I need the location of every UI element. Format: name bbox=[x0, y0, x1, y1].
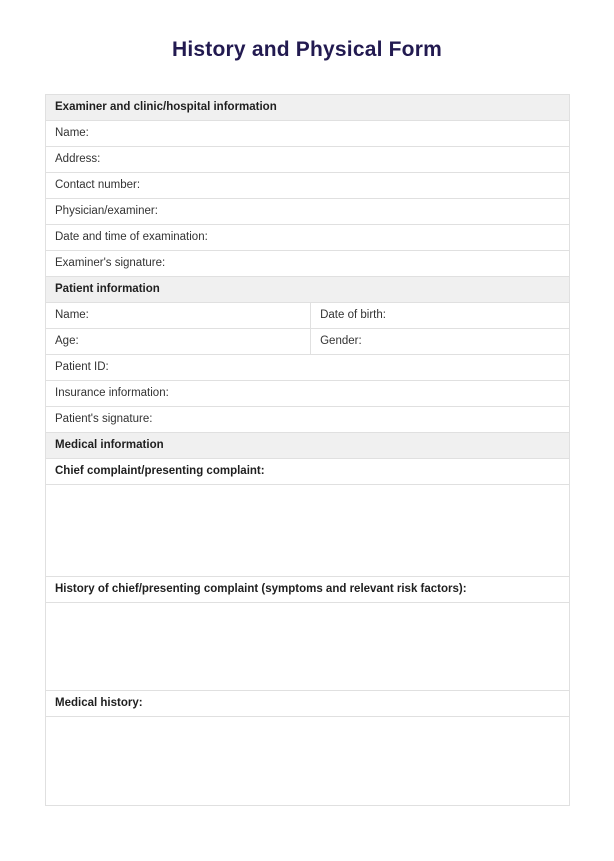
section-header-medical-info: Medical information bbox=[46, 433, 569, 459]
history-physical-form-table bbox=[45, 94, 570, 806]
field-cell-gender[interactable] bbox=[310, 329, 569, 354]
patient-signature-label: Patient's signature: bbox=[55, 413, 153, 425]
section-header-patient-info: Patient information bbox=[46, 277, 569, 303]
insurance-information-label: Insurance information: bbox=[55, 387, 169, 399]
chief-complaint-writing-area[interactable] bbox=[46, 485, 569, 577]
history-of-complaint-writing-area[interactable] bbox=[46, 603, 569, 691]
field-cell-age[interactable] bbox=[46, 329, 310, 354]
field-row-history-of-complaint bbox=[46, 577, 569, 603]
physician-examiner-label: Physician/examiner: bbox=[55, 205, 158, 217]
gender-label: Gender: bbox=[320, 335, 362, 347]
section-header-examiner-clinic-info: Examiner and clinic/hospital information bbox=[46, 95, 569, 121]
field-row-age-gender bbox=[46, 329, 569, 355]
field-cell-date-of-birth[interactable] bbox=[310, 303, 569, 328]
patient-name-label: Name: bbox=[55, 309, 89, 321]
field-row-physician-examiner[interactable] bbox=[46, 199, 569, 225]
field-row-contact-number[interactable] bbox=[46, 173, 569, 199]
date-of-birth-label: Date of birth: bbox=[320, 309, 386, 321]
date-time-of-examination-label: Date and time of examination: bbox=[55, 231, 208, 243]
medical-history-label: Medical history: bbox=[55, 697, 143, 709]
field-row-examiner-address[interactable] bbox=[46, 147, 569, 173]
patient-id-label: Patient ID: bbox=[55, 361, 109, 373]
field-row-patient-id[interactable] bbox=[46, 355, 569, 381]
contact-number-label: Contact number: bbox=[55, 179, 141, 191]
field-row-examiner-name[interactable] bbox=[46, 121, 569, 147]
field-row-chief-complaint bbox=[46, 459, 569, 485]
chief-complaint-label: Chief complaint/presenting complaint: bbox=[55, 465, 265, 477]
field-row-patient-name-dob bbox=[46, 303, 569, 329]
history-of-complaint-label: History of chief/presenting complaint (symptoms and relevant risk factors): bbox=[55, 583, 467, 595]
examiner-signature-label: Examiner's signature: bbox=[55, 257, 166, 269]
field-row-date-time-of-examination[interactable] bbox=[46, 225, 569, 251]
age-label: Age: bbox=[55, 335, 79, 347]
page-title: History and Physical Form bbox=[172, 38, 442, 61]
examiner-address-label: Address: bbox=[55, 153, 101, 165]
medical-history-writing-area[interactable] bbox=[46, 717, 569, 806]
field-row-insurance-information[interactable] bbox=[46, 381, 569, 407]
field-row-examiner-signature[interactable] bbox=[46, 251, 569, 277]
field-cell-patient-name[interactable] bbox=[46, 303, 310, 328]
field-row-patient-signature[interactable] bbox=[46, 407, 569, 433]
field-row-medical-history bbox=[46, 691, 569, 717]
examiner-name-label: Name: bbox=[55, 127, 89, 139]
